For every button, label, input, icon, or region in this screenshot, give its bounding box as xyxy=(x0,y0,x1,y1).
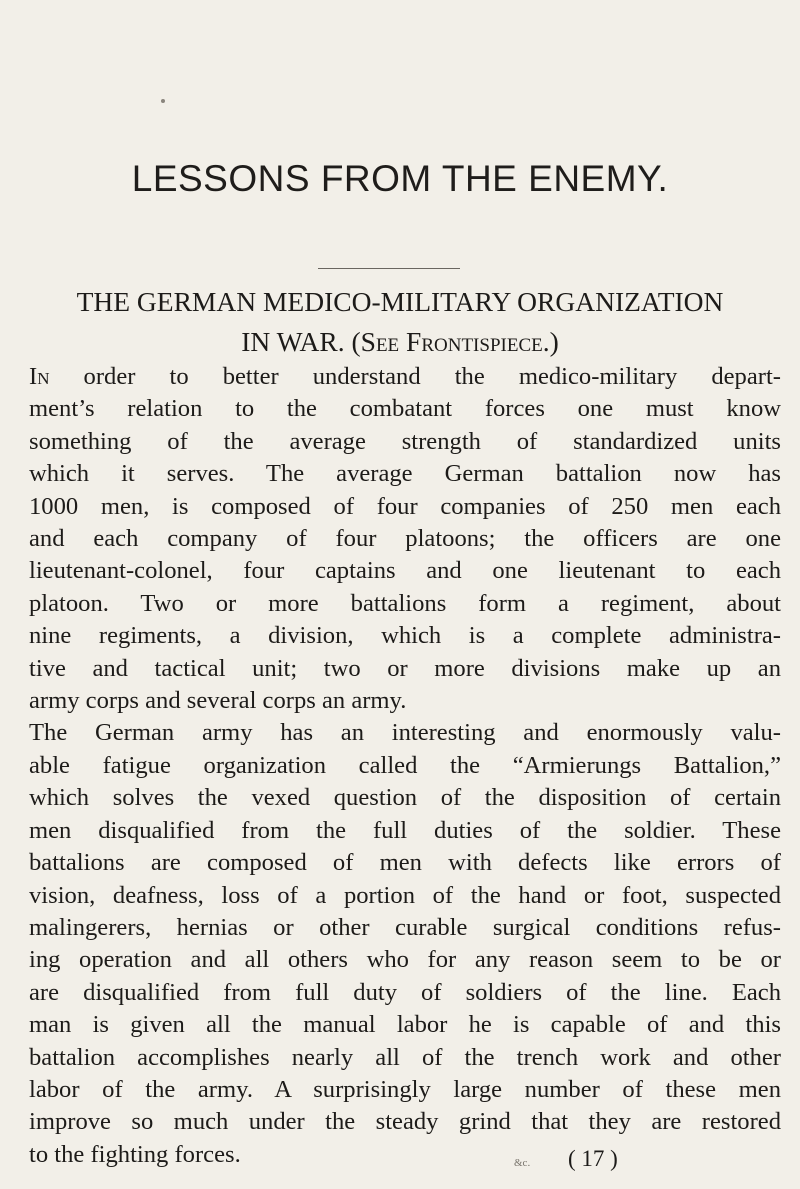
paragraph-1-line: platoon. Two or more battalions form a regiment, about xyxy=(29,589,781,617)
paragraph-1-line: In order to better understand the medico-military depart- xyxy=(29,363,781,390)
paragraph-1-line: lieutenant-colonel, four captains and one lieutenant to each xyxy=(29,557,781,585)
paragraph-1-line: nine regiments, a division, which is a complete administra- xyxy=(29,622,781,650)
paragraph-1-line: and each company of four platoons; the officers are one xyxy=(29,525,781,553)
paragraph-1-line: ment’s relation to the combatant forces one must know xyxy=(29,395,781,423)
paragraph-2-line: are disqualified from full duty of soldiers of the line. Each xyxy=(29,978,781,1006)
page-number: ( 17 ) xyxy=(568,1146,618,1171)
paragraph-1-line: army corps and several corps an army. xyxy=(29,687,407,715)
section-heading-line-1: THE GERMAN MEDICO-MILITARY ORGANIZATION xyxy=(76,286,724,317)
paragraph-2-line: men disqualified from the full duties of the soldier. These xyxy=(29,816,781,844)
paragraph-2-line: to the fighting forces. xyxy=(29,1140,241,1168)
paragraph-2-line: battalion accomplishes nearly all of the trench work and other xyxy=(29,1043,781,1071)
paragraph-2-line: able fatigue organization called the “Armierungs Battalion,” xyxy=(29,751,781,779)
section-heading-main: IN WAR. xyxy=(241,326,345,357)
paragraph-2-line: man is given all the manual labor he is capable of and this xyxy=(29,1011,781,1039)
paragraph-1-line: which it serves. The average German battalion now has xyxy=(29,460,781,488)
ink-speck xyxy=(161,99,165,103)
paragraph-2-line: which solves the vexed question of the disposition of certain xyxy=(29,784,781,812)
paragraph-2-line: labor of the army. A surprisingly large number of these men xyxy=(29,1075,781,1103)
paragraph-1-line: something of the average strength of standardized units xyxy=(29,427,781,455)
section-heading xyxy=(28,282,772,362)
paragraph-2-line: battalions are composed of men with defects like errors of xyxy=(29,849,781,877)
printer-mark: &c. xyxy=(514,1157,531,1169)
body-text xyxy=(29,361,781,1171)
paragraph-2-line: malingerers, hernias or other curable surgical conditions refus- xyxy=(29,913,781,941)
running-title: LESSONS FROM THE ENEMY. xyxy=(131,158,669,199)
paragraph-1-line: 1000 men, is composed of four companies of 250 men each xyxy=(29,492,781,520)
paragraph-2-line: improve so much under the steady grind that they are restored xyxy=(29,1108,781,1136)
paragraph-2-line: vision, deafness, loss of a portion of the hand or foot, suspected xyxy=(29,881,781,909)
paragraph-1-line: tive and tactical unit; two or more divisions make up an xyxy=(29,654,781,682)
paragraph-2-line: ing operation and all others who for any reason seem to be or xyxy=(29,946,781,974)
frontispiece-reference: (See Frontispiece.) xyxy=(351,326,559,357)
divider-rule xyxy=(318,268,460,269)
paragraph-opening-smallcaps: In xyxy=(29,363,50,390)
section-heading-line-2 xyxy=(28,322,772,362)
paragraph-2-line: The German army has an interesting and enormously valu- xyxy=(29,719,781,747)
